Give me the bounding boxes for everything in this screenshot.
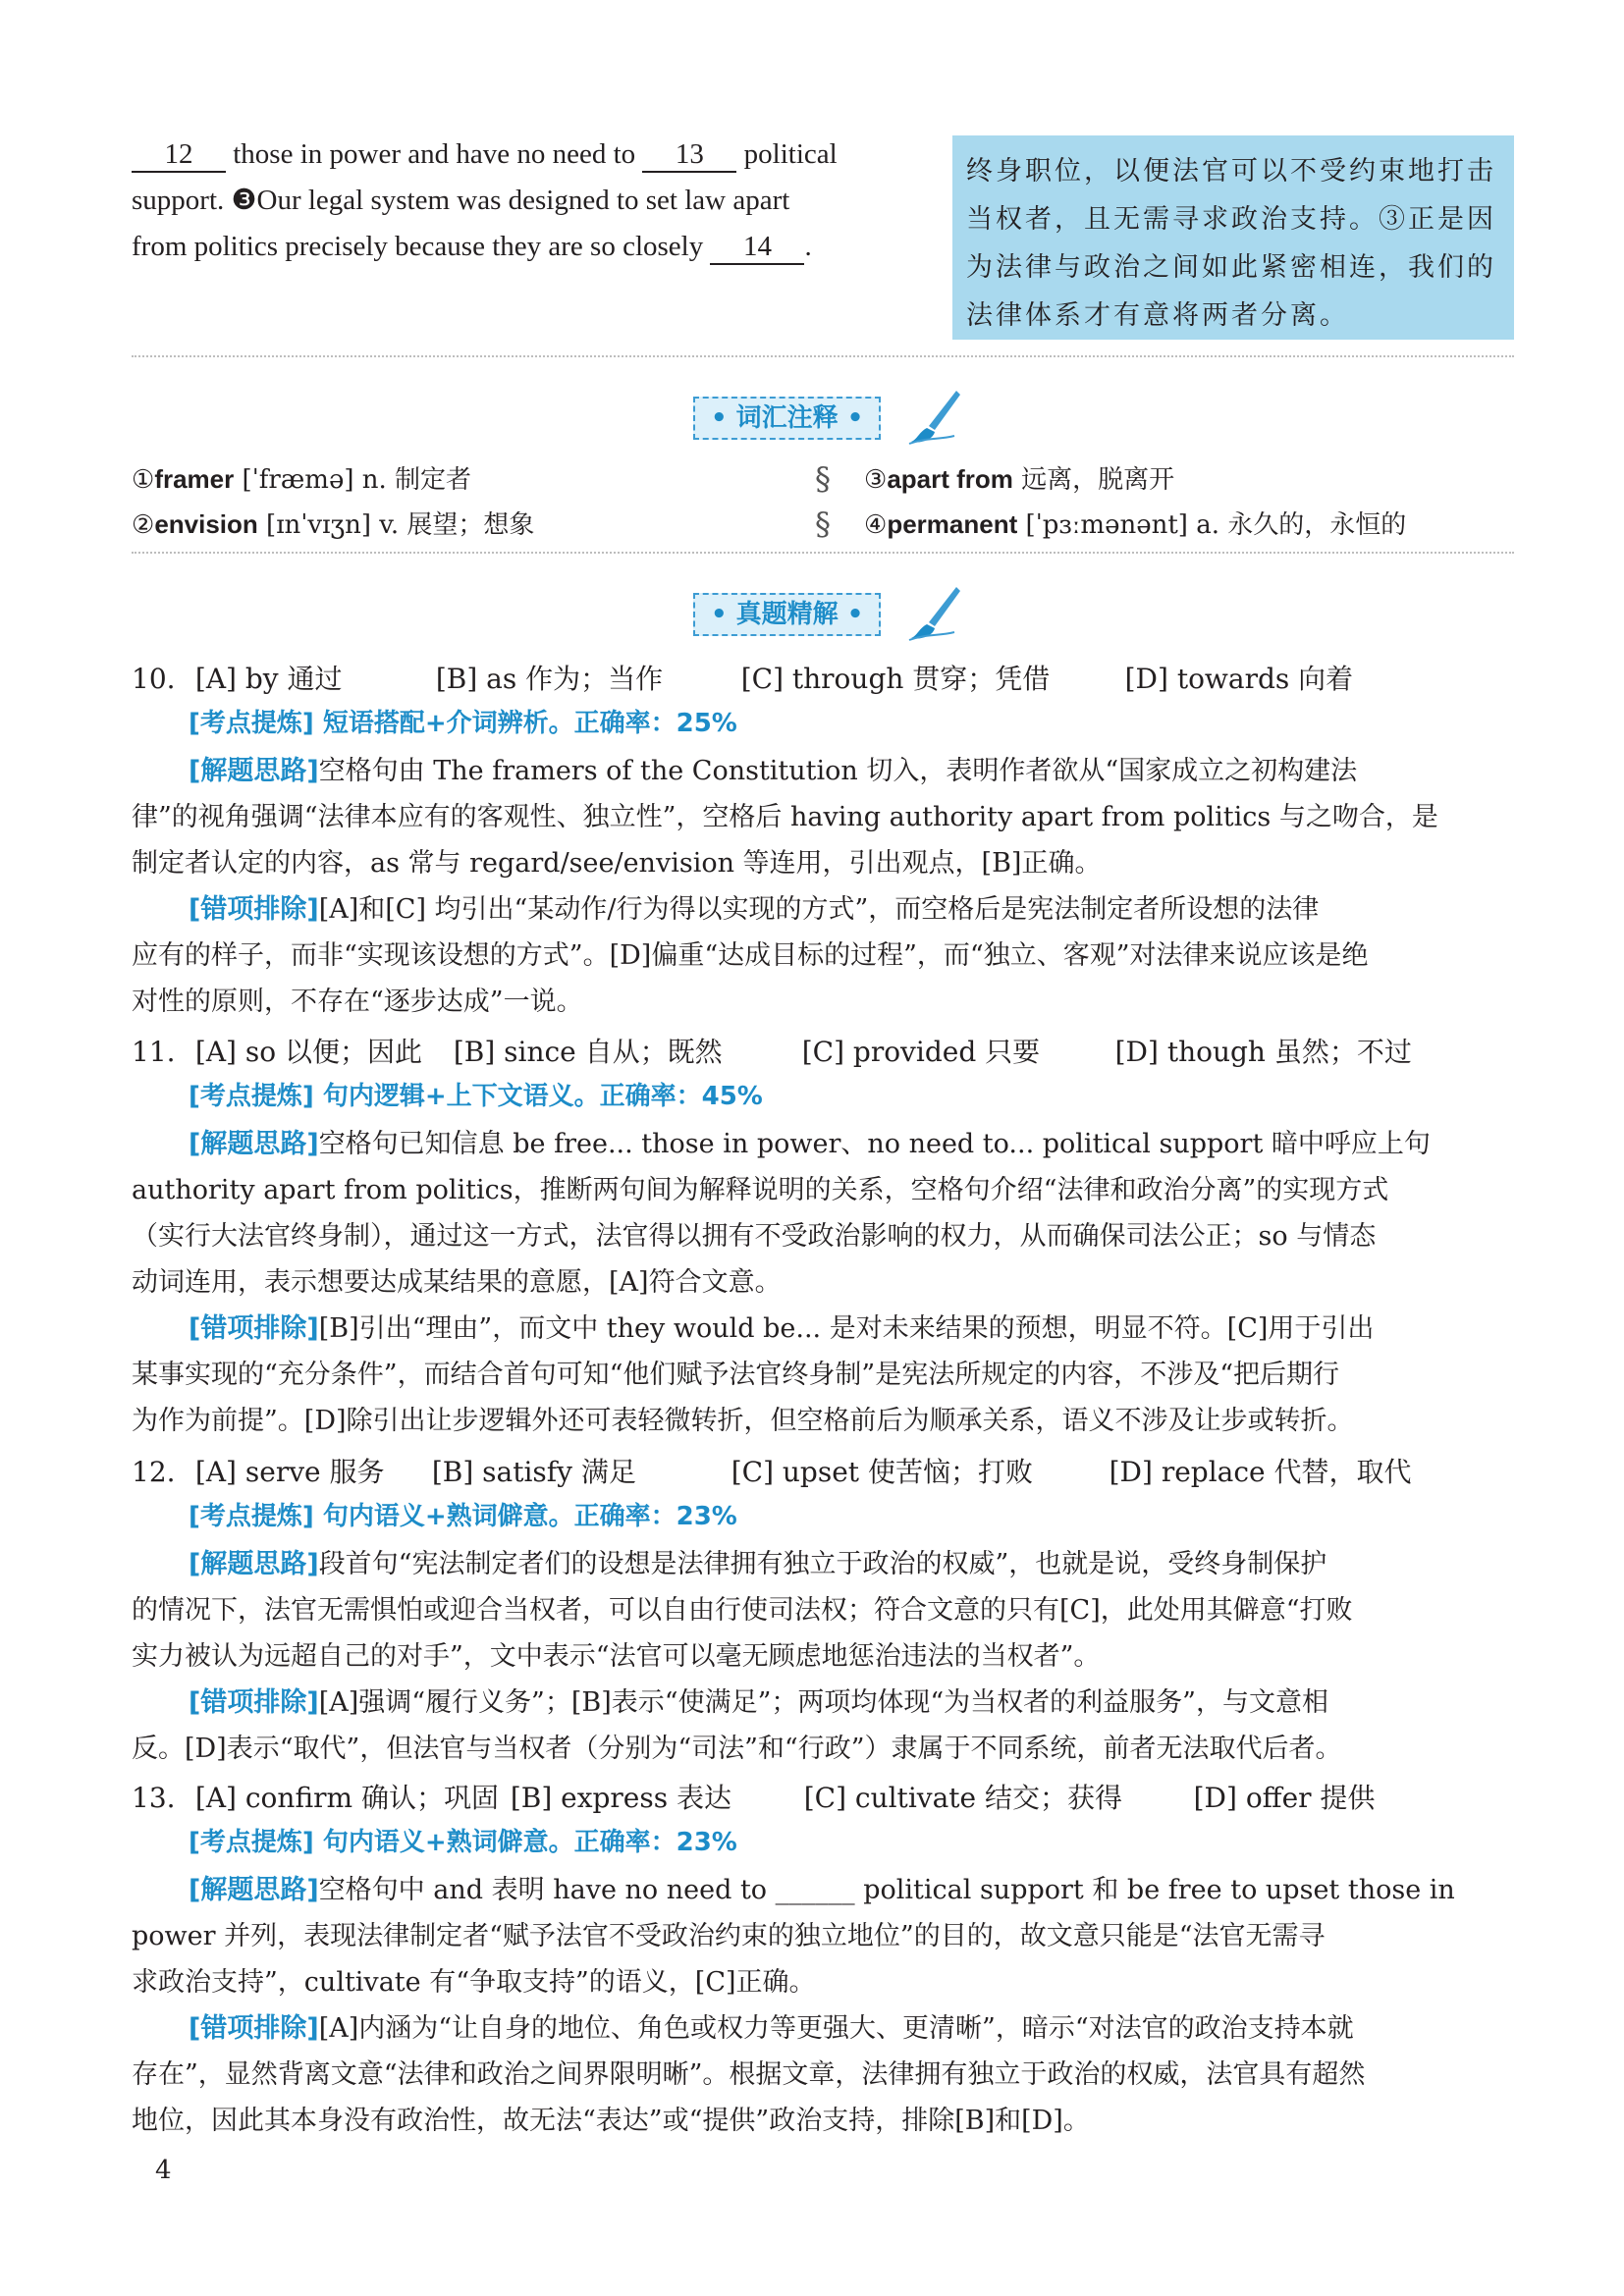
question-13-options: 13. [A] confirm 确认；巩固 [B] express 表达 [C] cultivate 结交；获得 [D] offer 提供 xyxy=(132,1775,1375,1821)
option-c: [C] provided 只要 xyxy=(801,1036,1041,1068)
option-c: [C] through 贯穿；凭借 xyxy=(740,663,1051,695)
vocab-item: ③apart from 远离，脱离开 xyxy=(864,464,1175,495)
blank-12: 12 xyxy=(132,139,226,173)
passage-text: from politics precisely because they are so closely xyxy=(132,231,704,262)
translation-line: 当权者，且无需寻求政治支持。③正是因 xyxy=(966,204,1496,235)
passage-text: those in power and have no need to xyxy=(233,138,636,170)
option-b: [B] express 表达 xyxy=(510,1782,732,1814)
paragraph-line: 实力被认为远超自己的对手”，文中表示“法官可以毫无顾虑地惩治违法的当权者”。 xyxy=(132,1641,1101,1672)
passage-text: political xyxy=(743,138,838,170)
question-11-options: 11. [A] so 以便；因此 [B] since 自从；既然 [C] provided 只要 [D] though 虽然；不过 xyxy=(132,1029,1412,1075)
passage-line-1 xyxy=(132,132,838,178)
vocab-item: ④permanent [ˈpɜːmənənt] a. 永久的，永恒的 xyxy=(864,509,1407,540)
wavy-separator: § xyxy=(815,460,831,498)
question-10-options: 10. [A] by 通过 [B] as 作为；当作 [C] through 贯穿；凭借 [D] towards 向着 xyxy=(132,656,1353,702)
paragraph-line: 制定者认定的内容，as 常与 regard/see/envision 等连用，引出观点，[B]正确。 xyxy=(132,848,1102,879)
jieti-q11: [解题思路]空格句已知信息 be free... those in power、no need to... political support 暗中呼应上句 xyxy=(189,1129,1431,1159)
kaodian-q11: [考点提炼] 句内逻辑+上下文语义。正确率：45% xyxy=(189,1082,763,1111)
kaodian-q13: [考点提炼] 句内语义+熟词僻意。正确率：23% xyxy=(189,1828,737,1857)
translation-line: 法律体系才有意将两者分离。 xyxy=(966,300,1349,331)
wavy-separator: § xyxy=(815,506,831,543)
cuoxiang-q12: [错项排除][A]强调“履行义务”；[B]表示“使满足”；两项均体现“为当权者的利益服务”，与文意相 xyxy=(189,1687,1328,1718)
paragraph-line: 律”的视角强调“法律本应有的客观性、独立性”，空格后 having authority apart from politics 与之吻合，是 xyxy=(132,802,1438,832)
cuoxiang-q10: [错项排除][A]和[C] 均引出“某动作/行为得以实现的方式”，而空格后是宪法制定者所设想的法律 xyxy=(189,894,1320,925)
analysis-heading: • 真题精解 • xyxy=(693,593,881,636)
option-b: [B] satisfy 满足 xyxy=(431,1456,636,1488)
page-number: 4 xyxy=(155,2156,172,2185)
passage-line-3: from politics precisely because they are so closely 14 . xyxy=(132,224,812,270)
divider xyxy=(132,355,1514,357)
jieti-q12: [解题思路]段首句“宪法制定者们的设想是法律拥有独立于政治的权威”，也就是说，受终身制保护 xyxy=(189,1549,1327,1579)
option-b: [B] as 作为；当作 xyxy=(435,663,664,695)
question-12-options: 12. [A] serve 服务 [B] satisfy 满足 [C] upset 使苦恼；打败 [D] replace 代替，取代 xyxy=(132,1449,1412,1495)
paragraph-line: 动词连用，表示想要达成某结果的意愿，[A]符合文意。 xyxy=(132,1267,782,1298)
option-d: [D] though 虽然；不过 xyxy=(1114,1036,1412,1068)
option-a: [A] serve 服务 xyxy=(194,1456,385,1488)
option-c: [C] upset 使苦恼；打败 xyxy=(731,1456,1033,1488)
option-d: [D] replace 代替，取代 xyxy=(1109,1456,1412,1488)
kaodian-q10: [考点提炼] 短语搭配+介词辨析。正确率：25% xyxy=(189,709,737,738)
paragraph-line: 存在”，显然背离文意“法律和政治之间界限明晰”。根据文章，法律拥有独立于政治的权威，法官具有超然 xyxy=(132,2059,1366,2090)
option-a: [A] by 通过 xyxy=(194,663,343,695)
paragraph-line: power 并列，表现法律制定者“赋予法官不受政治约束的独立地位”的目的，故文意只能是“法官无需寻 xyxy=(132,1921,1326,1951)
option-d: [D] towards 向着 xyxy=(1124,663,1354,695)
translation-box xyxy=(952,135,1514,340)
paragraph-line: 求政治支持”，cultivate 有“争取支持”的语义，[C]正确。 xyxy=(132,1967,816,1998)
paragraph-line: 反。[D]表示“取代”，但法官与当权者（分别为“司法”和“行政”）隶属于不同系统，前者无法取代后者。 xyxy=(132,1734,1342,1764)
option-c: [C] cultivate 结交；获得 xyxy=(803,1782,1123,1814)
vocab-item: ①framer [ˈfræmə] n. 制定者 xyxy=(132,464,472,495)
jieti-q13: [解题思路]空格句中 and 表明 have no need to ______ political support 和 be free to upset those in xyxy=(189,1875,1455,1905)
passage-line-2: support. ❸Our legal system was designed to set law apart xyxy=(132,185,790,216)
paragraph-line: 地位，因此其本身没有政治性，故无法“表达”或“提供”政治支持，排除[B]和[D]。 xyxy=(132,2106,1090,2136)
paragraph-line: 对性的原则，不存在“逐步达成”一说。 xyxy=(132,987,583,1017)
blank-14: 14 xyxy=(710,232,804,265)
translation-line: 终身职位，以便法官可以不受约束地打击 xyxy=(966,156,1496,187)
cuoxiang-q13: [错项排除][A]内涵为“让自身的地位、角色或权力等更强大、更清晰”，暗示“对法官的政治支持本就 xyxy=(189,2013,1354,2044)
jieti-q10: [解题思路]空格句由 The framers of the Constitution 切入，表明作者欲从“国家成立之初构建法 xyxy=(189,756,1358,786)
vocab-heading: • 词汇注释 • xyxy=(693,397,881,440)
kaodian-q12: [考点提炼] 句内语义+熟词僻意。正确率：23% xyxy=(189,1502,737,1531)
paragraph-line: 的情况下，法官无需惧怕或迎合当权者，可以自由行使司法权；符合文意的只有[C]，此处用其僻意“打败 xyxy=(132,1595,1353,1626)
divider xyxy=(132,552,1514,554)
translation-line: 为法律与政治之间如此紧密相连，我们的 xyxy=(966,252,1496,283)
brush-icon xyxy=(905,387,964,446)
option-a: [A] confirm 确认；巩固 xyxy=(194,1782,499,1814)
option-a: [A] so 以便；因此 xyxy=(194,1036,423,1068)
brush-icon xyxy=(905,583,964,642)
paragraph-line: authority apart from politics，推断两句间为解释说明的关系，空格句介绍“法律和政治分离”的实现方式 xyxy=(132,1175,1389,1205)
paragraph-line: 应有的样子，而非“实现该设想的方式”。[D]偏重“达成目标的过程”，而“独立、客观”对法律来说应该是绝 xyxy=(132,940,1369,971)
paragraph-line: （实行大法官终身制），通过这一方式，法官得以拥有不受政治影响的权力，从而确保司法公正；so 与情态 xyxy=(132,1221,1377,1252)
blank-13: 13 xyxy=(642,139,736,173)
vocab-item: ②envision [ɪnˈvɪʒn] v. 展望；想象 xyxy=(132,509,535,540)
paragraph-line: 为作为前提”。[D]除引出让步逻辑外还可表轻微转折，但空格前后为顺承关系，语义不涉及让步或转折。 xyxy=(132,1406,1354,1436)
option-b: [B] since 自从；既然 xyxy=(453,1036,723,1068)
paragraph-line: 某事实现的“充分条件”，而结合首句可知“他们赋予法官终身制”是宪法所规定的内容，不涉及“把后期行 xyxy=(132,1360,1340,1390)
cuoxiang-q11: [错项排除][B]引出“理由”，而文中 they would be... 是对未来结果的预想，明显不符。[C]用于引出 xyxy=(189,1313,1375,1344)
option-d: [D] offer 提供 xyxy=(1193,1782,1376,1814)
